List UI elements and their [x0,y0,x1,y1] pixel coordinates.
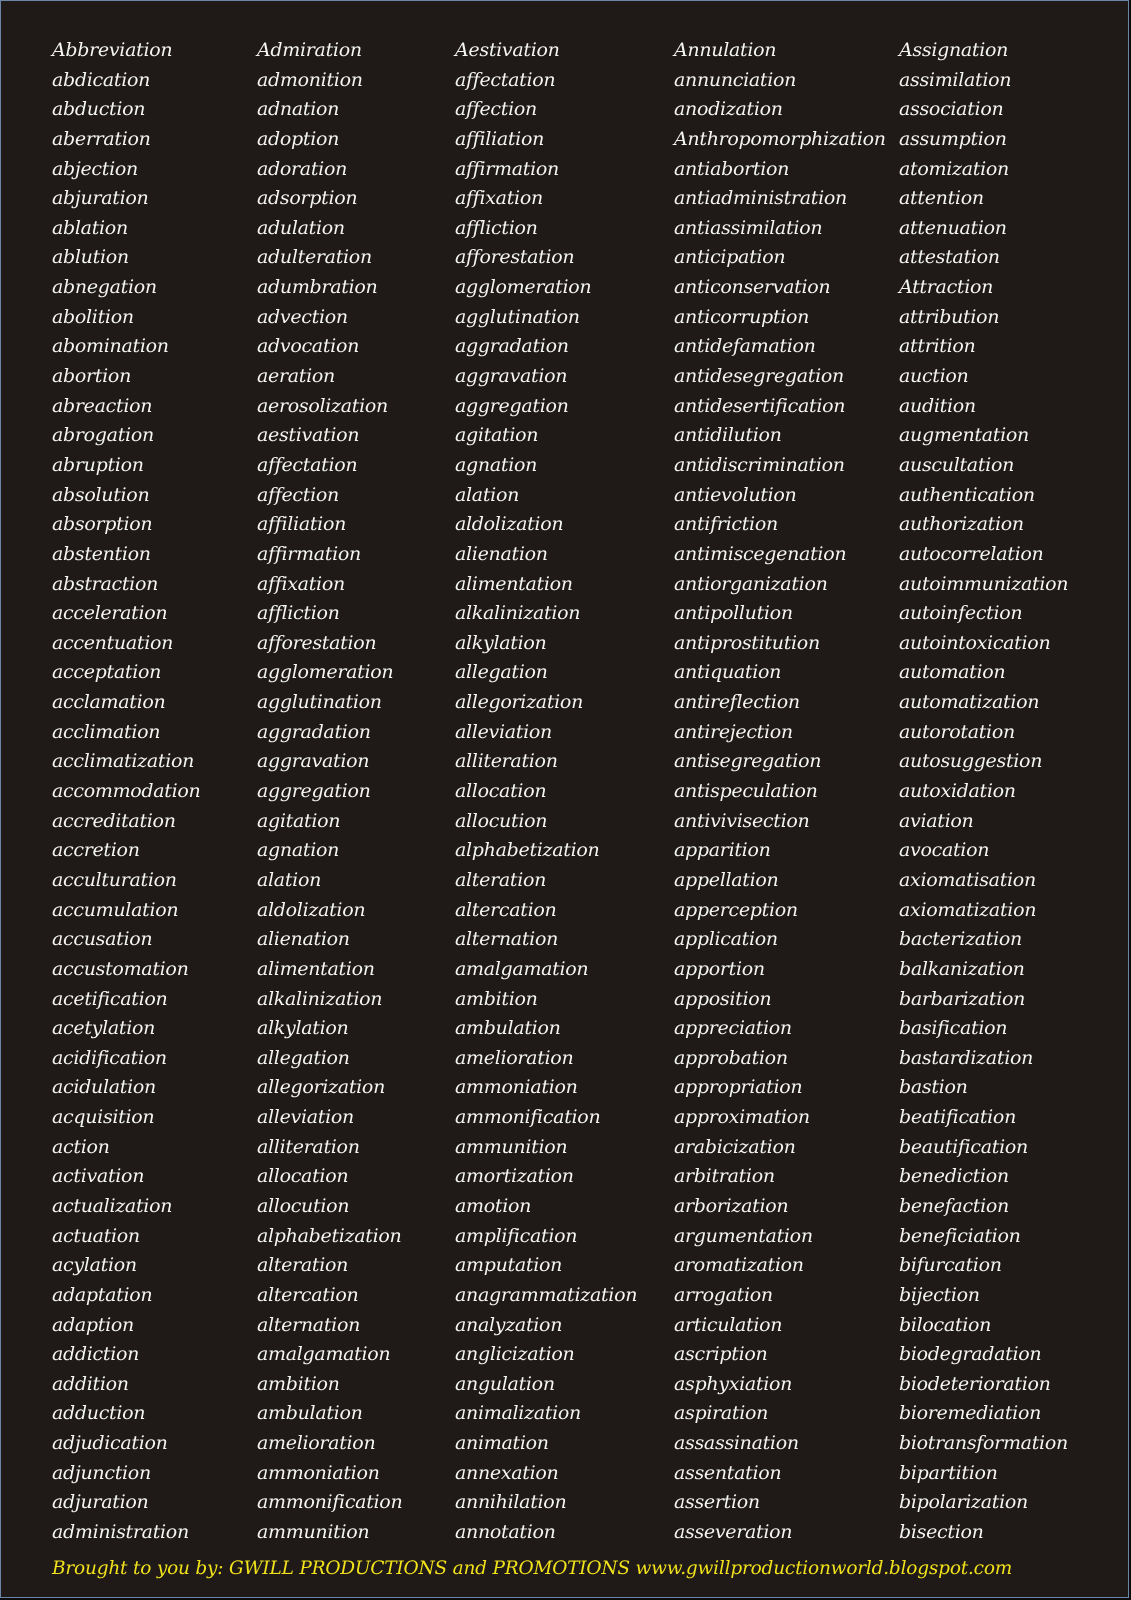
word-list-item: avocation [899,839,990,862]
word-list-item: adnation [257,98,340,121]
word-list-item: antidilution [674,424,782,447]
word-list-item: affixation [257,572,345,595]
word-list-item: alleviation [455,720,552,743]
word-list-item: accreditation [52,809,176,832]
word-list-item: apparition [674,839,771,862]
word-list-item: affiliation [455,127,545,150]
word-list-item: affliction [455,216,538,239]
word-list-item: beautification [899,1135,1028,1158]
word-list-item: approximation [674,1106,810,1129]
word-list-item: authentication [899,483,1035,506]
word-list-item: afforestation [257,631,377,654]
word-list-item: advocation [257,335,360,358]
word-list-item: acidulation [52,1076,156,1099]
word-list-item: acclimation [52,720,161,743]
word-list-item: Attraction [899,276,994,299]
word-list-item: annunciation [674,68,797,91]
word-column-4 [674,36,886,1548]
word-list-item: acetylation [52,1017,156,1040]
word-list-item: autosuggestion [899,750,1043,773]
word-list-item: antimiscegenation [674,542,847,565]
word-list-item: ammoniation [455,1076,578,1099]
word-list-item: abrogation [52,424,154,447]
word-list-item: adulteration [257,246,372,269]
word-list-item: autointoxication [899,631,1051,654]
word-list-item: anodization [674,98,783,121]
word-list-item: aerosolization [257,394,388,417]
word-list-item: antidiscrimination [674,453,845,476]
word-list-item: affixation [455,187,543,210]
word-list-item: angulation [455,1372,555,1395]
word-list-item: affection [455,98,537,121]
word-list-item: antiorganization [674,572,828,595]
word-list-item: balkanization [899,957,1025,980]
word-list-item: appropriation [674,1076,803,1099]
word-list-item: autocorrelation [899,542,1044,565]
word-list-item: audition [899,394,976,417]
word-list-item: beatification [899,1106,1017,1129]
word-list-item: asseveration [674,1521,793,1544]
word-list-item: benediction [899,1165,1009,1188]
word-list-item: basification [899,1017,1008,1040]
word-list-item: appellation [674,868,779,891]
word-list-item: accustomation [52,957,189,980]
word-list-item: anticorruption [674,305,810,328]
word-list-item: anticipation [674,246,786,269]
word-list-item: acetification [52,987,168,1010]
word-list-item: addition [52,1372,129,1395]
word-list-item: automation [899,661,1006,684]
word-list-item: ambition [455,987,538,1010]
word-list-item: analyzation [455,1313,563,1336]
word-list-item: allegation [455,661,548,684]
word-list-item: axiomatisation [899,868,1036,891]
word-list-item: affirmation [257,542,361,565]
word-list-item: administration [52,1521,189,1544]
word-list-item: appreciation [674,1017,792,1040]
word-list-item: amalgamation [257,1343,391,1366]
word-list-item: antisegregation [674,750,822,773]
word-list-item: Anthropomorphization [674,127,886,150]
word-list-item: altercation [257,1283,359,1306]
word-list-item: alteration [455,868,547,891]
word-list-item: animalization [455,1402,581,1425]
word-list-item: aviation [899,809,974,832]
word-list-item: acceptation [52,661,162,684]
word-list-item: axiomatization [899,898,1037,921]
word-list-item: accentuation [52,631,174,654]
word-list-item: alkylation [455,631,547,654]
word-list-item: bipolarization [899,1491,1028,1514]
word-list-item: agitation [455,424,539,447]
word-list-item: barbarization [899,987,1026,1010]
word-list-item: afforestation [455,246,575,269]
word-list-item: articulation [674,1313,783,1336]
word-list-item: ambulation [455,1017,561,1040]
word-columns [1,36,1130,1544]
word-list-item: affirmation [455,157,559,180]
word-list-item: alation [257,868,322,891]
word-list-item: allegorization [257,1076,386,1099]
word-list-item: attribution [899,305,1000,328]
word-list-item: abreaction [52,394,153,417]
word-list-item: ammoniation [257,1461,380,1484]
word-list-item: aestivation [257,424,360,447]
word-list-item: allocation [257,1165,349,1188]
word-list-item: assassination [674,1432,799,1455]
word-list-item: assentation [674,1461,782,1484]
word-column-5 [899,36,1068,1548]
word-list-item: agglutination [455,305,580,328]
word-list-item: actuation [52,1224,140,1247]
word-list-item: authorization [899,513,1024,536]
word-list-item: aggradation [455,335,569,358]
word-list-item: agglutination [257,691,382,714]
word-list-item: agnation [257,839,340,862]
word-list-item: acclamation [52,691,166,714]
word-column-3 [455,36,637,1548]
word-list-item: aggradation [257,720,371,743]
word-list-item: bastion [899,1076,968,1099]
word-list-item: alimentation [455,572,573,595]
word-list-item: auscultation [899,453,1015,476]
word-list-item: allocution [455,809,548,832]
word-list-item: alternation [455,928,559,951]
word-list-item: aggregation [257,780,371,803]
word-list-item: antispeculation [674,780,818,803]
word-list-item: ammonification [257,1491,403,1514]
word-list-item: anticonservation [674,276,831,299]
word-list-item: amelioration [257,1432,376,1455]
word-list-item: alkalinization [455,602,581,625]
word-list-item: acylation [52,1254,137,1277]
word-list-item: affliction [257,602,340,625]
word-list-item: association [899,98,1004,121]
word-list-item: ammonification [455,1106,601,1129]
word-list-item: biodegradation [899,1343,1042,1366]
word-list-item: amelioration [455,1046,574,1069]
word-list-item: antiadministration [674,187,847,210]
word-list-item: acquisition [52,1106,155,1129]
word-list-item: adaptation [52,1283,153,1306]
word-list-item: alphabetization [455,839,600,862]
word-list-item: antiabortion [674,157,790,180]
word-list-item: bijection [899,1283,980,1306]
word-list-item: apportion [674,957,765,980]
word-list-item: adsorption [257,187,358,210]
word-list-item: Abbreviation [52,39,173,61]
word-list-item: bifurcation [899,1254,1002,1277]
word-list-item: attenuation [899,216,1007,239]
word-list-item: aeration [257,365,335,388]
word-list-item: affection [257,483,339,506]
word-list-item: alteration [257,1254,349,1277]
word-list-item: autoxidation [899,780,1016,803]
word-list-item: abnegation [52,276,157,299]
word-list-item: ambulation [257,1402,363,1425]
word-list-item: antievolution [674,483,797,506]
word-list-item: bioremediation [899,1402,1042,1425]
word-list-item: accumulation [52,898,179,921]
word-list-item: addiction [52,1343,140,1366]
word-list-item: ammunition [455,1135,568,1158]
word-list-item: asphyxiation [674,1372,793,1395]
word-list-item: accretion [52,839,140,862]
word-list-item: action [52,1135,110,1158]
word-list-item: attention [899,187,984,210]
word-list-item: bilocation [899,1313,992,1336]
word-list-item: annexation [455,1461,559,1484]
word-list-item: agitation [257,809,341,832]
word-list-item: absolution [52,483,150,506]
word-list-item: benefaction [899,1194,1009,1217]
word-list-item: biodeterioration [899,1372,1051,1395]
word-list-item: biotransformation [899,1432,1068,1455]
word-list-item: beneficiation [899,1224,1021,1247]
word-list-item: ambition [257,1372,340,1395]
word-list-item: alation [455,483,520,506]
word-list-item: adoration [257,157,348,180]
word-list-item: aldolization [257,898,366,921]
word-list-item: apposition [674,987,772,1010]
word-list-item: anagrammatization [455,1283,638,1306]
word-list-item: adjuration [52,1491,149,1514]
word-list-item: abruption [52,453,144,476]
word-list-item: affiliation [257,513,347,536]
word-list-item: antirejection [674,720,793,743]
word-list-item: argumentation [674,1224,813,1247]
word-list-item: antiassimilation [674,216,823,239]
word-list-item: abstention [52,542,151,565]
word-list-item: alliteration [455,750,558,773]
word-column-1 [52,36,201,1548]
word-list-item: adduction [52,1402,146,1425]
word-list-item: accommodation [52,780,201,803]
word-list-item: acceleration [52,602,168,625]
word-list-item: aromatization [674,1254,804,1277]
word-list-item: advection [257,305,348,328]
word-list-item: approbation [674,1046,788,1069]
word-list-item: Aestivation [455,39,560,61]
word-list-item: absorption [52,513,153,536]
word-list-item: alienation [455,542,548,565]
word-list-item: allocution [257,1194,350,1217]
word-list-item: bastardization [899,1046,1034,1069]
word-list-item: assumption [899,127,1007,150]
word-list-item: actualization [52,1194,173,1217]
word-list-item: altercation [455,898,557,921]
word-list-item: attestation [899,246,1000,269]
word-list-item: abduction [52,98,146,121]
word-list-item: amotion [455,1194,532,1217]
word-list-item: apperception [674,898,798,921]
word-list-item: alimentation [257,957,375,980]
word-list-item: abortion [52,365,131,388]
word-list-item: abolition [52,305,134,328]
word-list-item: adulation [257,216,345,239]
word-list-item: aldolization [455,513,564,536]
word-list-item: antidesegregation [674,365,844,388]
word-list-item: animation [455,1432,549,1455]
word-list-item: adumbration [257,276,378,299]
word-list-item: Admiration [257,39,362,61]
word-list-item: Annulation [674,39,777,61]
word-list-item: antireflection [674,691,800,714]
word-list-item: acclimatization [52,750,195,773]
word-list-item: alleviation [257,1106,354,1129]
word-list-item: Assignation [899,39,1009,61]
word-list-item: acidification [52,1046,167,1069]
word-list-item: adjunction [52,1461,151,1484]
word-list-item: annotation [455,1521,556,1544]
word-list-item: aggravation [257,750,370,773]
word-list-item: attrition [899,335,976,358]
word-list-item: alphabetization [257,1224,402,1247]
word-list-item: antivivisection [674,809,810,832]
word-list-item: auction [899,365,969,388]
word-list-item: autoimmunization [899,572,1069,595]
word-list-item: ascription [674,1343,768,1366]
word-list-item: bisection [899,1521,984,1544]
word-list-item: ablation [52,216,128,239]
word-list-item: affectation [455,68,556,91]
word-list-item: allocation [455,780,547,803]
word-list-item: antidefamation [674,335,816,358]
word-list-item: allegorization [455,691,584,714]
word-list-item: aggregation [455,394,569,417]
word-list-item: agnation [455,453,538,476]
word-list-item: alienation [257,928,350,951]
word-list-item: allegation [257,1046,350,1069]
word-list-item: adoption [257,127,340,150]
word-list-item: arrogation [674,1283,773,1306]
word-list-item: activation [52,1165,145,1188]
word-list-item: amortization [455,1165,574,1188]
word-list-item: affectation [257,453,358,476]
word-list-item: ammunition [257,1521,370,1544]
word-list-item: alkylation [257,1017,349,1040]
word-list-item: agglomeration [455,276,592,299]
word-list-item: assimilation [899,68,1012,91]
word-list-item: anglicization [455,1343,575,1366]
word-list-item: autorotation [899,720,1015,743]
word-list-item: antiquation [674,661,782,684]
word-list-item: assertion [674,1491,760,1514]
word-list-item: aberration [52,127,151,150]
word-column-2 [257,36,402,1548]
word-list-item: antipollution [674,602,793,625]
word-list-item: arabicization [674,1135,796,1158]
word-list-item: accusation [52,928,153,951]
word-list-item: alliteration [257,1135,360,1158]
word-list-item: antiprostitution [674,631,820,654]
word-list-item: abdication [52,68,151,91]
word-list-item: abomination [52,335,169,358]
word-list-item: admonition [257,68,363,91]
word-list-item: alternation [257,1313,361,1336]
word-list-item: autoinfection [899,602,1023,625]
word-list-item: atomization [899,157,1009,180]
word-list-item: aggravation [455,365,568,388]
word-list-item: automatization [899,691,1040,714]
word-list-item: adjudication [52,1432,168,1455]
word-list-item: agglomeration [257,661,394,684]
word-list-item: abjuration [52,187,149,210]
word-list-item: augmentation [899,424,1029,447]
word-list-item: arborization [674,1194,789,1217]
word-list-item: adaption [52,1313,134,1336]
word-list-item: amplification [455,1224,578,1247]
footer-credit: Brought to you by: GWILL PRODUCTIONS and PROMOTIONS www.gwillproductionworld.blogspot.com [52,1558,1013,1579]
word-list-item: antifriction [674,513,778,536]
word-list-item: bipartition [899,1461,998,1484]
word-list-item: aspiration [674,1402,769,1425]
word-list-item: alkalinization [257,987,383,1010]
word-list-item: acculturation [52,868,177,891]
word-list-item: application [674,928,778,951]
word-list-item: abjection [52,157,138,180]
word-list-item: arbitration [674,1165,775,1188]
word-list-item: antidesertification [674,394,846,417]
word-list-item: amputation [455,1254,563,1277]
word-list-item: amalgamation [455,957,589,980]
word-list-item: bacterization [899,928,1022,951]
word-list-item: abstraction [52,572,159,595]
word-list-item: ablution [52,246,129,269]
word-list-item: annihilation [455,1491,567,1514]
